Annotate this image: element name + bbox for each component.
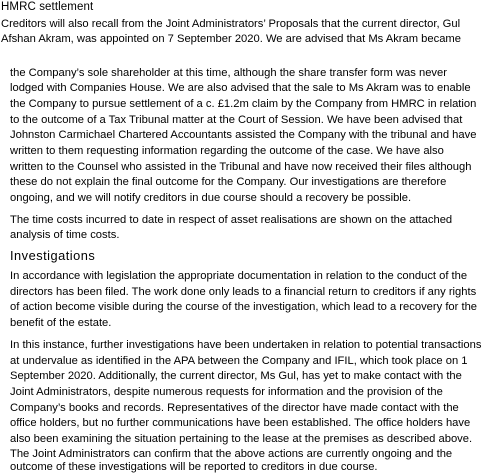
paragraph-line: Company’s books and records. Representatives of the director have made contact with the (10, 402, 459, 414)
paragraph-line: these do not explain the final outcome for the Company. Our investigations are therefore (10, 176, 447, 188)
paragraph-line: The time costs incurred to date in respect of asset realisations are shown on the attached (10, 214, 453, 226)
paragraph-line: the Company to pursue settlement of a c. £1.2m claim by the Company from HMRC in relation (10, 98, 477, 110)
paragraph-line: Afshan Akram, was appointed on 7 September 2020. We are advised that Ms Akram became (1, 33, 461, 45)
paragraph-line: Johnston Carmichael Chartered Accountants assisted the Company with the tribunal and have (10, 129, 477, 141)
paragraph-line: Creditors will also recall from the Joint Administrators’ Proposals that the current director, Gul (1, 18, 461, 30)
paragraph-line: the Company’s sole shareholder at this time, although the share transfer form was never (10, 67, 447, 79)
paragraph-line: directors has been filed. The work done only leads to a financial return to creditors if any rights (10, 286, 477, 298)
paragraph-line: written to them requesting information regarding the outcome of the case. We have also (10, 145, 444, 157)
paragraph-line: Joint Administrators, despite numerous requests for information and the provision of the (10, 386, 443, 398)
paragraph-line: The Joint Administrators can confirm that the above actions are currently ongoing and the (10, 448, 453, 460)
paragraph-line: outcome of these investigations will be reported to creditors in due course. (10, 461, 378, 473)
paragraph-line: September 2020. Additionally, the current director, Ms Gul, has yet to make contact with the (10, 370, 462, 382)
paragraph-line: written to the Counsel who assisted in the Tribunal and have now received their files although (10, 161, 472, 173)
paragraph-line: In this instance, further investigations have been undertaken in relation to potential transactions (10, 339, 482, 351)
paragraph-line: to the outcome of a Tax Tribunal matter at the Court of Session. We have been advised that (10, 114, 463, 126)
paragraph-line: lodged with Companies House. We are also advised that the sale to Ms Akram was to enable (10, 82, 471, 94)
paragraph-line: at undervalue as identified in the APA between the Company and IFIL, which took place on 1 (10, 355, 468, 367)
paragraph-line: also been examining the situation pertaining to the lease at the premises as described above. (10, 433, 473, 445)
section-heading-hmrc-settlement: HMRC settlement (1, 1, 94, 13)
section-heading-investigations: Investigations (10, 248, 96, 263)
paragraph-line: In accordance with legislation the appropriate documentation in relation to the conduct of the (10, 270, 468, 282)
paragraph-line: office holders, but no further communications have been established. The office holders have (10, 417, 471, 429)
paragraph-line: of action become visible during the course of the investigation, which lead to a recovery for the (10, 301, 478, 313)
paragraph-line: benefit of the estate. (10, 317, 112, 329)
paragraph-line: analysis of time costs. (10, 229, 120, 241)
paragraph-line: ongoing, and we will notify creditors in due course should a recovery be possible. (10, 192, 412, 204)
